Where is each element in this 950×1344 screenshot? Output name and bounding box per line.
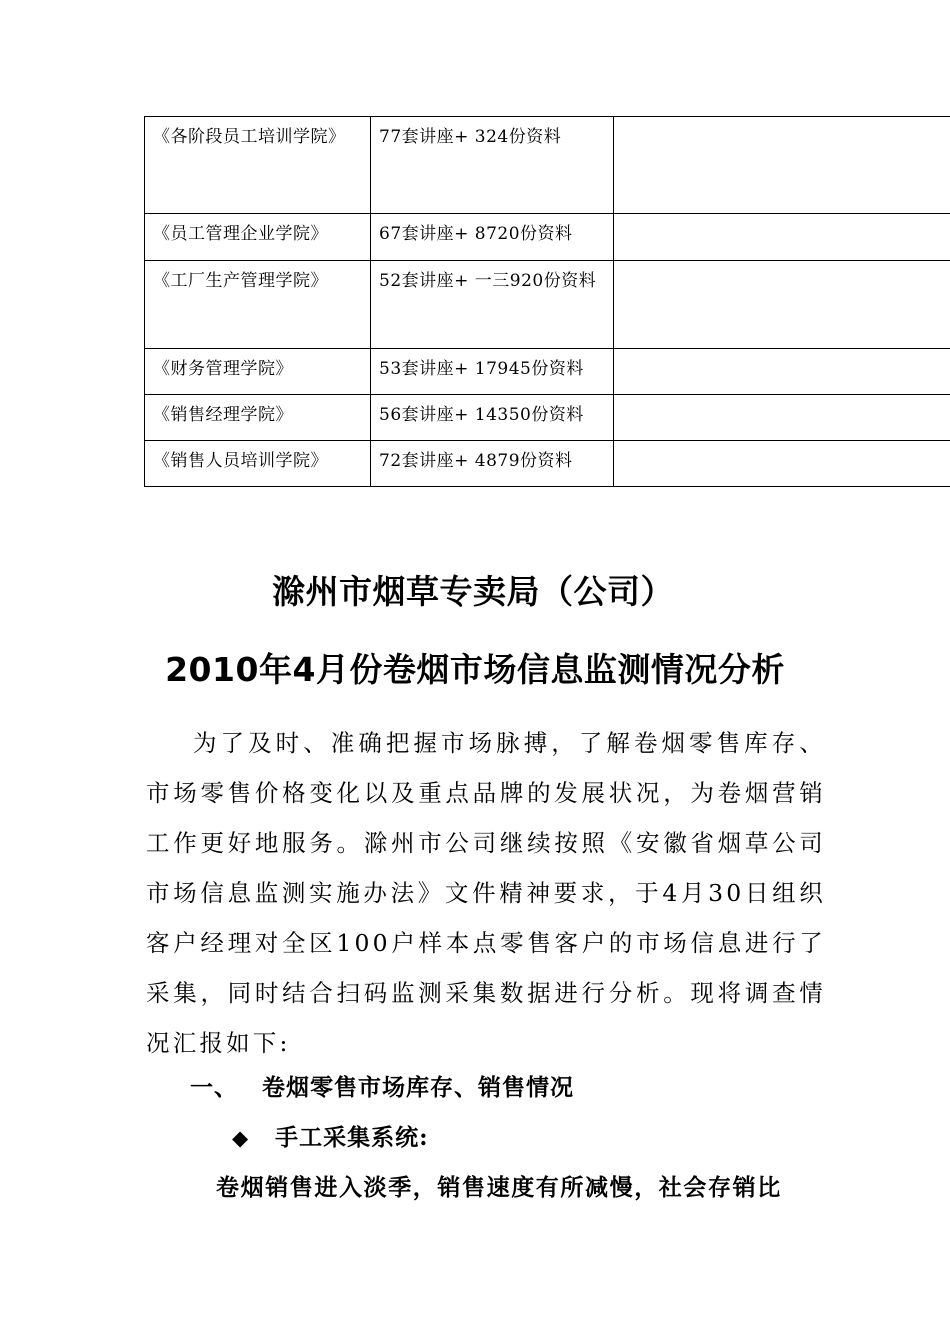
course-name: 《工厂生产管理学院》: [153, 271, 328, 291]
course-note-cell: [614, 395, 950, 441]
course-note-cell: [614, 441, 950, 487]
document-title: 滁州市烟草专卖局（公司）: [272, 572, 674, 611]
course-name: 《销售经理学院》: [153, 405, 293, 425]
course-table: [144, 116, 950, 487]
course-name: 《员工管理企业学院》: [153, 224, 328, 244]
section-title: 卷烟零售市场库存、销售情况: [262, 1074, 574, 1101]
bold-sentence: 卷烟销售进入淡季，销售速度有所减慢，社会存销比: [216, 1174, 782, 1201]
course-content-cell: [371, 349, 614, 395]
section-number: 一、: [190, 1074, 238, 1101]
course-name: 《销售人员培训学院》: [153, 451, 328, 471]
subsection-heading: [232, 1116, 429, 1160]
course-content: 67套讲座+ 8720份资料: [379, 224, 573, 244]
course-content-cell: [371, 395, 614, 441]
course-content-cell: [371, 261, 614, 349]
course-name-cell: [145, 261, 371, 349]
course-name-cell: [145, 395, 371, 441]
table-row: [145, 349, 950, 395]
course-name-cell: [145, 349, 371, 395]
course-content-cell: [371, 214, 614, 261]
table-row: [145, 117, 950, 214]
course-content-cell: [371, 441, 614, 487]
section-heading: [190, 1066, 574, 1110]
course-content: 53套讲座+ 17945份资料: [379, 359, 584, 379]
course-note-cell: [614, 261, 950, 349]
document-subtitle: 2010年4月份卷烟市场信息监测情况分析: [165, 650, 785, 689]
course-name-cell: [145, 441, 371, 487]
course-content: 77套讲座+ 324份资料: [379, 127, 562, 147]
course-content-cell: [371, 117, 614, 214]
diamond-bullet-icon: ◆: [232, 1125, 250, 1150]
table-row: [145, 441, 950, 487]
course-name: 《财务管理学院》: [153, 359, 293, 379]
course-content: 72套讲座+ 4879份资料: [379, 451, 573, 471]
course-name-cell: [145, 117, 371, 214]
course-content: 56套讲座+ 14350份资料: [379, 405, 584, 425]
subsection-title: 手工采集系统:: [275, 1124, 429, 1151]
course-note-cell: [614, 214, 950, 261]
course-content: 52套讲座+ 一三920份资料: [379, 271, 597, 291]
course-note-cell: [614, 117, 950, 214]
table-row: [145, 395, 950, 441]
course-name-cell: [145, 214, 371, 261]
course-note-cell: [614, 349, 950, 395]
table-row: [145, 214, 950, 261]
intro-paragraph: 为了及时、准确把握市场脉搏，了解卷烟零售库存、市场零售价格变化以及重点品牌的发展状况，为卷烟营销工作更好地服务。滁州市公司继续按照《安徽省烟草公司市场信息监测实施办法》文件精神要求，于4月30日组织客户经理对全区100户样本点零售客户的市场信息进行了采集，同时结合扫码监测采集数据进行分析。现将调查情况汇报如下:: [146, 729, 826, 1057]
table-row: [145, 261, 950, 349]
course-name: 《各阶段员工培训学院》: [153, 127, 346, 147]
